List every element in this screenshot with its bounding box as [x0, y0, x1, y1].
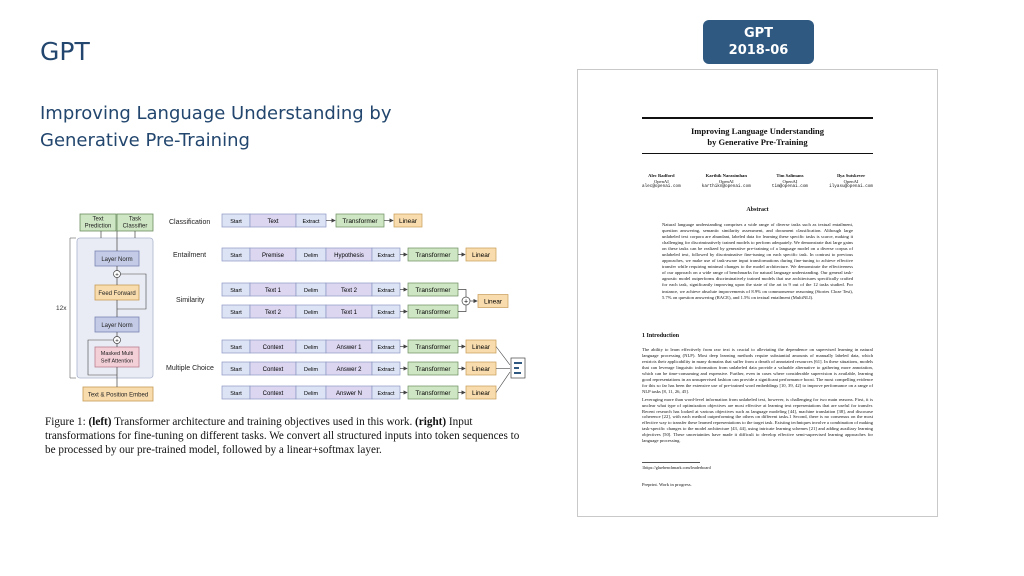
svg-text:Delim: Delim: [303, 345, 319, 351]
multiple-choice-row-1: [222, 340, 496, 353]
svg-text:Delim: Delim: [303, 288, 319, 294]
text-prediction-label-1: Text: [92, 216, 104, 223]
svg-text:Hypothesis: Hypothesis: [334, 253, 364, 259]
footnote: 1https://gluebenchmark.com/leaderboard: [642, 465, 711, 470]
svg-text:Extract: Extract: [377, 253, 395, 259]
svg-text:Linear: Linear: [471, 344, 491, 351]
task-classifier-label-1: Task: [128, 216, 142, 223]
author: Ilya Sutskever OpenAI ilyasu@openai.com: [829, 173, 873, 190]
architecture-diagram: [40, 205, 530, 410]
abstract-heading: Abstract: [746, 207, 769, 213]
svg-text:Start: Start: [230, 391, 242, 397]
svg-text:Extract: Extract: [377, 367, 395, 373]
multiple-choice-row-n: [222, 386, 496, 399]
svg-text:Text 1: Text 1: [340, 310, 358, 316]
svg-text:Delim: Delim: [303, 253, 319, 259]
svg-text:Answer 1: Answer 1: [336, 345, 362, 351]
layer-norm-top-label: Layer Norm: [101, 257, 133, 263]
similarity-row-2: [222, 305, 458, 318]
svg-text:Linear: Linear: [471, 366, 491, 373]
svg-text:Context: Context: [262, 391, 284, 397]
svg-text:Transformer: Transformer: [415, 390, 451, 397]
svg-text:Start: Start: [230, 288, 242, 294]
introduction-text: The ability to learn effectively from raw text is crucial to alleviating the dependence on supervised learning in natural language processing (NLP). Most deep learning methods require substantial amounts of manually labeled data, which restricts their applicability in many domains that suffer from a dearth of annotated resources [61]. In these situations, models that can leverage linguistic information from unlabeled data provide a valuable alternative to gathering more annotation, which can be time-consuming and expensive. Further, even in cases where considerable supervision is available, learning good representations in an unsupervised fashion can provide a significant performance boost. The most compelling evidence for this so far has been the extensive use of pre-trained word embeddings [10, 39, 42] to improve performance on a range of NLP tasks [8, 11, 26, 45]. Leveraging more than word-level information from unlabeled text, however, is challenging for two main reasons. First, it is unclear what type of optimization objectives are most effective at learning text representations that are useful for transfer. Recent research has looked at various objectives such as language modeling [44], machine translation [38], and discourse coherence [22], with each method outperforming the others on different tasks.1 Second, there is no consensus on the most effective way to transfer these learned representations to the target task. Existing techniques involve a combination of making task-specific changes to the model architecture [43, 44], using intricate learning schemes [21] and adding auxiliary learning objectives [50]. These uncertainties have made it difficult to develop effective semi-supervised learning approaches for language processing.: [642, 347, 873, 444]
svg-text:Text 1: Text 1: [264, 288, 282, 294]
author: Alec Radford OpenAI alec@openai.com: [642, 173, 681, 190]
svg-text:Start: Start: [230, 310, 242, 316]
svg-text:Extract: Extract: [377, 345, 395, 351]
layer-norm-bottom-label: Layer Norm: [101, 323, 133, 329]
paper-authors: [642, 173, 873, 190]
svg-text:+: +: [115, 272, 119, 279]
svg-text:Start: Start: [230, 253, 242, 259]
entailment-row: [222, 248, 496, 261]
similarity-row-1: [222, 283, 458, 296]
paper-preview: [577, 69, 938, 517]
svg-text:Start: Start: [230, 219, 242, 225]
svg-text:Extract: Extract: [377, 288, 395, 294]
author: Tim Salimans OpenAI tim@openai.com: [771, 173, 809, 190]
svg-text:Answer N: Answer N: [335, 391, 363, 397]
badge-model-name: GPT: [743, 26, 774, 41]
attention-label-1: Masked Multi: [100, 351, 134, 357]
svg-text:Extract: Extract: [377, 310, 395, 316]
svg-text:Linear: Linear: [398, 218, 418, 225]
similarity-linear: [478, 295, 508, 308]
svg-text:Delim: Delim: [303, 310, 319, 316]
svg-text:+: +: [115, 338, 119, 345]
svg-text:Transformer: Transformer: [415, 252, 451, 259]
svg-text:Text: Text: [267, 219, 279, 225]
badge-date: 2018-06: [728, 43, 789, 58]
svg-text:Linear: Linear: [471, 390, 491, 397]
multiple-choice-row-2: [222, 362, 496, 375]
svg-text:Transformer: Transformer: [415, 366, 451, 373]
svg-text:Delim: Delim: [303, 391, 319, 397]
feed-forward-label: Feed Forward: [98, 291, 136, 297]
svg-text:Text 2: Text 2: [340, 288, 358, 294]
svg-text:Transformer: Transformer: [415, 344, 451, 351]
repeat-12x-label: 12x: [56, 305, 67, 312]
embedding-label: Text & Position Embed: [87, 392, 149, 399]
svg-text:Extract: Extract: [302, 219, 320, 225]
svg-text:Start: Start: [230, 367, 242, 373]
svg-text:Transformer: Transformer: [342, 218, 378, 225]
svg-text:Start: Start: [230, 345, 242, 351]
svg-text:Extract: Extract: [377, 391, 395, 397]
svg-text:Linear: Linear: [471, 252, 491, 259]
classification-row: [222, 214, 422, 227]
author: Karthik Narasimhan OpenAI karthikn@openai.com: [701, 173, 751, 190]
preprint-note: Preprint. Work in progress.: [642, 482, 692, 487]
task-entailment-label: Entailment: [173, 252, 207, 259]
abstract-text: Natural language understanding comprises a wide range of diverse tasks such as textual entailment, question answering, semantic similarity assessment, and document classification. Although large unlabeled text corpora are abundant, labeled data for learning these specific tasks is scarce, making it challenging for discriminatively trained models to perform adequately. We demonstrate that large gains on these tasks can be realized by generative pre-training of a language model on a diverse corpus of unlabeled text, followed by discriminative fine-tuning on each specific task. In contrast to previous approaches, we make use of task-aware input transformations during fine-tuning to achieve effective transfer while requiring minimal changes to the model architecture. We demonstrate the effectiveness of our approach on a wide range of benchmarks for natural language understanding. Our general task-agnostic model outperforms discriminatively trained models that use architectures specifically crafted for each task, significantly improving upon the state of the art in 9 out of the 12 tasks studied. For instance, we achieve absolute improvements of 8.9% on commonsense reasoning (Stories Cloze Test), 5.7% on question answering (RACE), and 1.5% on textual entailment (MultiNLI).: [662, 222, 853, 300]
svg-text:Transformer: Transformer: [415, 287, 451, 294]
svg-text:Premise: Premise: [261, 253, 285, 259]
section-heading: 1 Introduction: [642, 333, 680, 339]
slide-title: GPT: [40, 37, 90, 66]
svg-text:Linear: Linear: [483, 298, 503, 306]
figure-1: [40, 205, 530, 410]
task-multiple-choice-label: Multiple Choice: [166, 365, 214, 372]
svg-text:Context: Context: [262, 367, 284, 373]
text-prediction-label-2: Prediction: [84, 223, 112, 230]
svg-text:Transformer: Transformer: [415, 309, 451, 316]
task-classification-label: Classification: [169, 219, 211, 226]
paper-title: Improving Language Understanding by Generative Pre-Training: [690, 126, 825, 147]
attention-label-2: Self Attention: [100, 358, 134, 365]
task-classifier-label-2: Classifier: [122, 223, 148, 230]
svg-text:+: +: [463, 298, 469, 306]
model-date-badge: [703, 20, 814, 64]
svg-text:Text 2: Text 2: [264, 310, 282, 316]
svg-text:Answer 2: Answer 2: [336, 367, 362, 373]
slide-subtitle: Improving Language Understanding by Generative Pre-Training: [40, 103, 392, 151]
figure-caption: Figure 1: (left) Transformer architecture and training objectives used in this work. (right) Input transformations for fine-tuning on different tasks. We convert all structured inputs into token sequences to be processed by our pre-trained model, followed by a linear+softmax layer.: [45, 416, 520, 456]
svg-text:Delim: Delim: [303, 367, 319, 373]
task-similarity-label: Similarity: [176, 297, 205, 304]
svg-text:Context: Context: [262, 345, 284, 351]
